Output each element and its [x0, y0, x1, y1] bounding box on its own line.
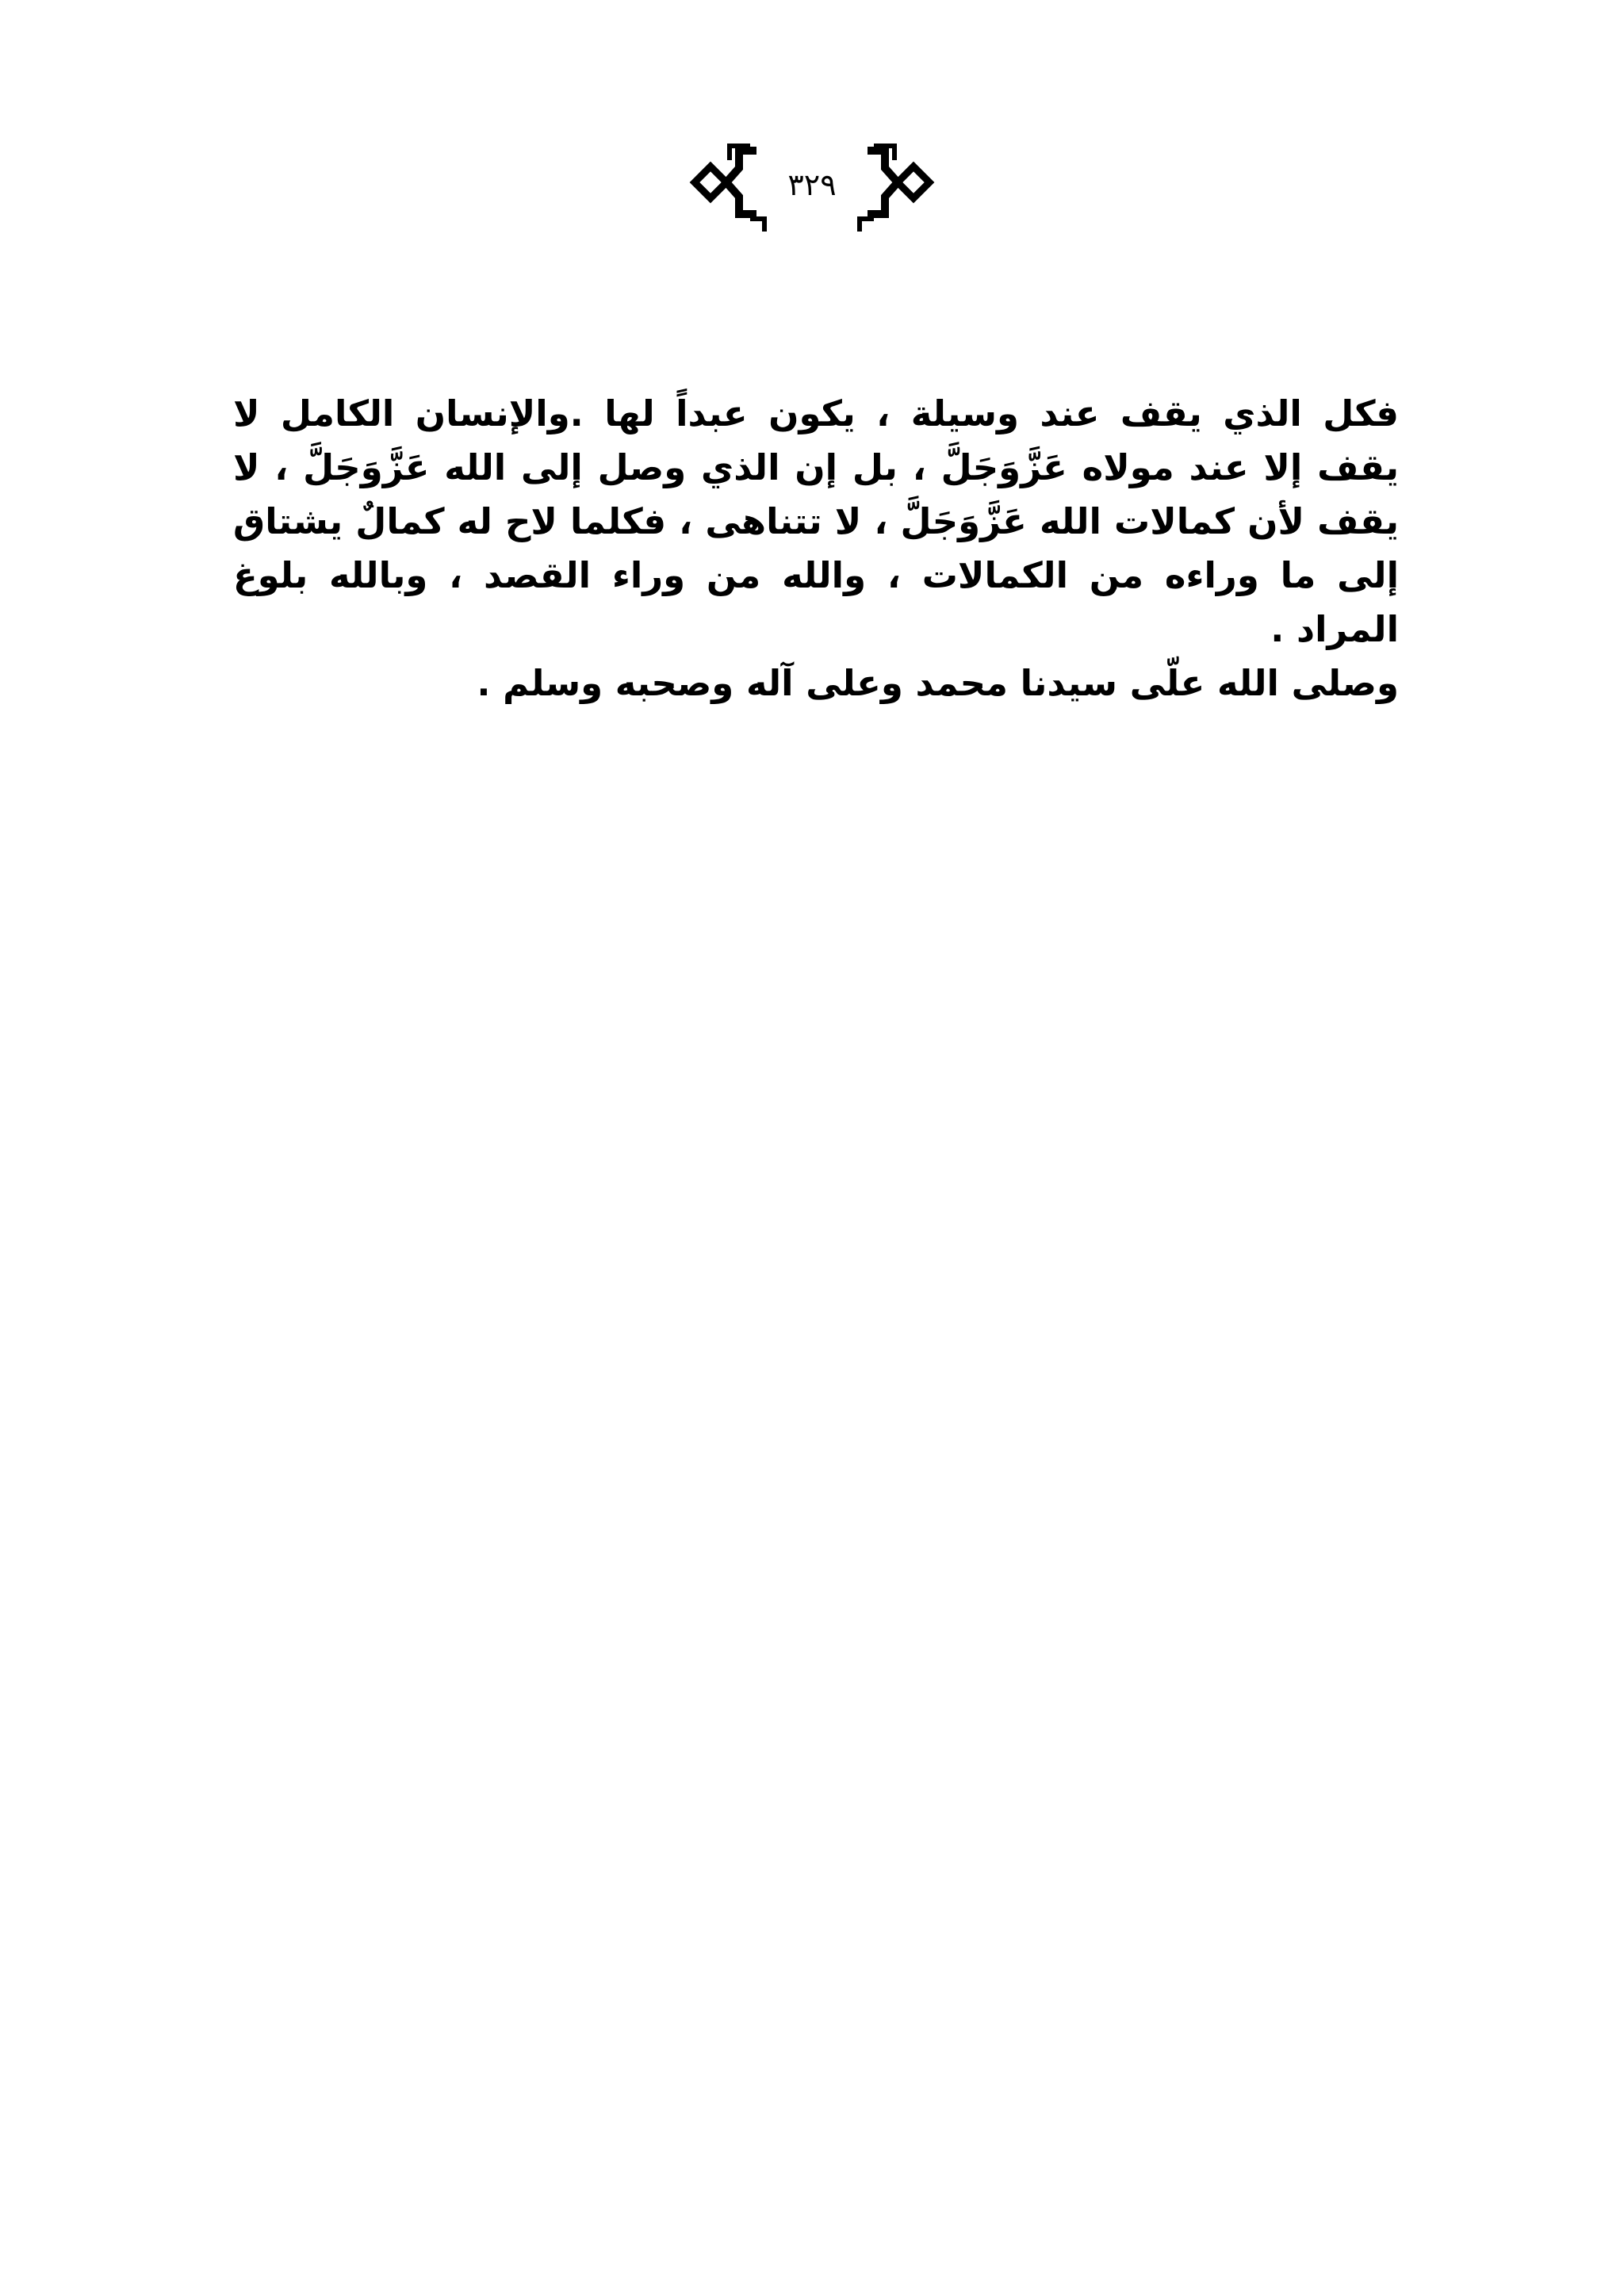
- right-foot-mark: [860, 219, 874, 232]
- geometric-ornament-icon: [677, 135, 947, 238]
- left-foot-mark: [750, 219, 764, 232]
- closing-paragraph: وصلى الله علّى سيدنا محمد وعلى آله وصحبه وسلم .: [477, 662, 1399, 704]
- body-text: [233, 387, 1399, 710]
- page-number: ٣٢٩: [787, 167, 837, 202]
- main-paragraph: فكل الذي يقف عند وسيلة ، يكون عبداً لها .والإنسان الكامل لا يقف إلا عند مولاه عَزَّوَجَلَّ ، بل إن الذي وصل إلى الله عَزَّوَجَلَّ ، لا يقف لأن كمالات الله عَزَّوَجَلَّ ، لا تتناهى ، فكلما لاح له كمالٌ يشتاق إلى ما وراءه من الكمالات ، والله من وراء القصد ، وبالله بلوغ المراد .: [233, 392, 1399, 650]
- page-header: [0, 135, 1624, 238]
- right-diamond-mark: [898, 167, 929, 198]
